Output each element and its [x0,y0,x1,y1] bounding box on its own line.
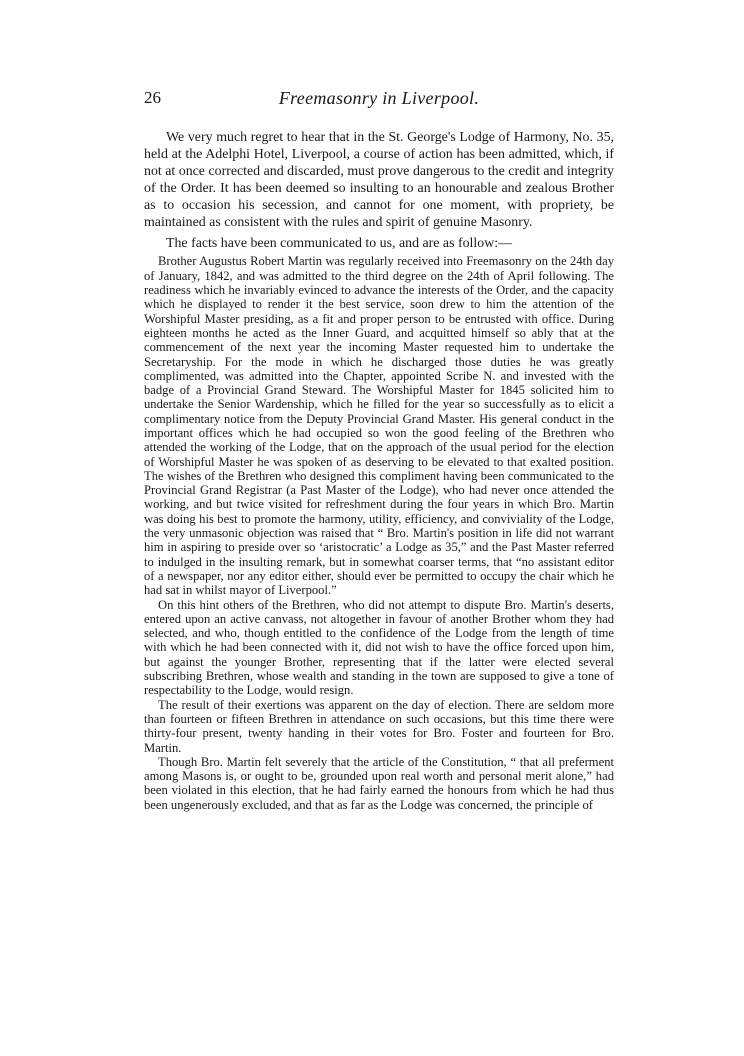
paragraph-constitution: Though Bro. Martin felt severely that the article of the Constitution, “ that all preferment among Masons is, or ought to be, grounded upon real worth and personal merit alone,” had been violated in this election, that he had fairly earned the honours from which he had thus been ungenerously excluded, and that as far as the Lodge was concerned, the principle of [144,754,614,812]
page-header [144,88,614,112]
paragraph-canvass: On this hint others of the Brethren, who did not attempt to dispute Bro. Martin's deserts, entered upon an active canvass, not altogether in favour of another Brother whom they had selected, and who, though entitled to the confidence of the Lodge from the length of time with which he had been connected with it, did not wish to have the office forced upon him, but against the younger Brother, representing that if the latter were elected several subscribing Brethren, whose wealth and standing in the town are supposed to give a tone of respectability to the Lodge, would resign. [144,597,614,698]
page-number: 26 [144,88,161,107]
paragraph-election-result: The result of their exertions was apparent on the day of election. There are seldom more than fourteen or fifteen Brethren in attendance on such occasions, but this time there were thirty-four present, twenty handing in their votes for Bro. Foster and fourteen for Bro. Martin. [144,697,614,755]
paragraph-intro: We very much regret to hear that in the St. George's Lodge of Harmony, No. 35, held at the Adelphi Hotel, Liverpool, a course of action has been admitted, which, if not at once corrected and discarded, must prove dangerous to the credit and integrity of the Order. It has been deemed so insulting to an honourable and zealous Brother as to occasion his secession, and cannot for one moment, with propriety, be maintained as consistent with the rules and spirit of genuine Masonry. [144,130,614,230]
article-body [144,130,614,812]
running-title: Freemasonry in Liverpool. [278,88,480,108]
paragraph-martin-history: Brother Augustus Robert Martin was regularly received into Freemasonry on the 24th day of January, 1842, and was admitted to the third degree on the 24th of April following. The readiness which he invariably evinced to advance the interests of the Order, and the capacity which he displayed to render it the best service, soon drew to him the attention of the Worshipful Master presiding, as a fit and proper person to be entrusted with office. During eighteen months he acted as the Inner Guard, and acquitted himself so ably that at the commencement of the next year the incoming Master requested him to undertake the Secretaryship. For the mode in which he discharged those duties he was greatly complimented, was admitted into the Chapter, appointed Scribe N. and invested with the badge of a Provincial Grand Steward. The Worshipful Master for 1845 solicited him to undertake the Senior Wardenship, which he filled for the year so successfully as to elicit a complimentary notice from the Deputy Provincial Grand Master. His general conduct in the important offices which he had occupied so won the good feeling of the Brethren who attended the working of the Lodge, that on the approach of the usual period for the election of Worshipful Master he was spoken of as deserving to be elevated to that exalted position. The wishes of the Brethren who designed this compliment having been communicated to the Provincial Grand Registrar (a Past Master of the Lodge), who had never once attended the working, and but twice visited for refreshment during the four years in which Bro. Martin was doing his best to promote the harmony, utility, efficiency, and conviviality of the Lodge, the very unmasonic objection was raised that “ Bro. Martin's position in life did not warrant him in aspiring to preside over so ‘aristocratic’ a Lodge as 35,” and the Past Master referred to indulged in the insulting remark, but in somewhat coarser terms, that “no assistant editor of a newspaper, nor any editor either, should ever be permitted to occupy the chair which he had sat in whilst mayor of Liverpool.” [144,254,614,598]
paragraph-facts-lead: The facts have been communicated to us, and are as follow:— [166,236,512,252]
